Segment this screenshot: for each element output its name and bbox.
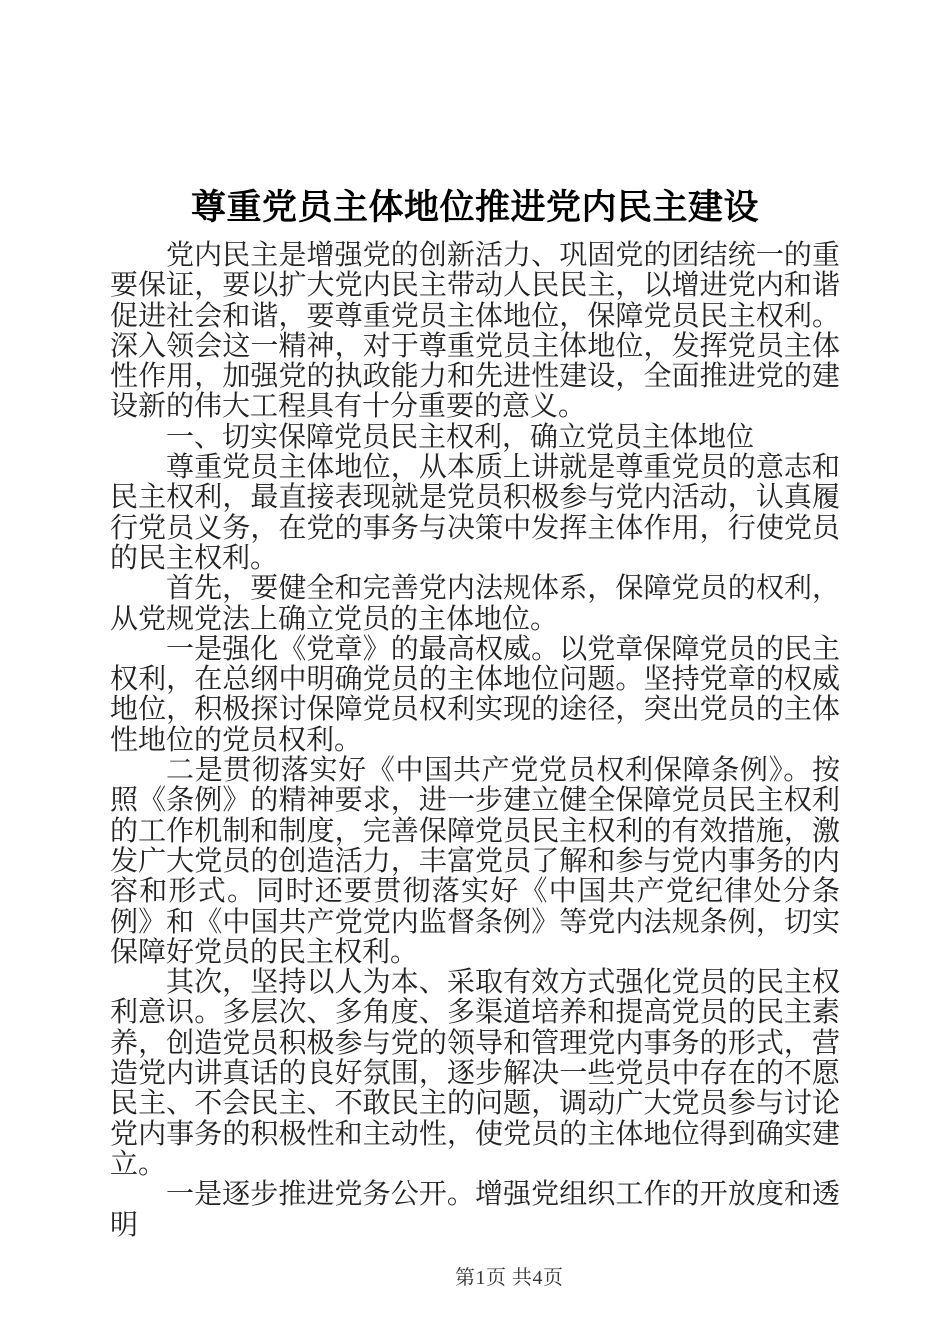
page-footer	[433, 1239, 564, 1317]
paragraph-party-affairs-open: 一是逐步推进党务公开。增强党组织工作的开放度和透明	[110, 1179, 840, 1241]
paragraph-member-status: 尊重党员主体地位，从本质上讲就是尊重党员的意志和民主权利，最直接表现就是党员积极参与党内活动，认真履行党员义务，在党的事务与决策中发挥主体作用，行使党员的民主权利。	[110, 452, 840, 574]
paragraph-party-charter: 一是强化《党章》的最高权威。以党章保障党员的民主权利，在总纲中明确党员的主体地位问题。坚持党章的权威地位，积极探讨保障党员权利实现的途径，突出党员的主体性地位的党员权利。	[110, 633, 840, 756]
page-number-label: 第1页 共4页	[455, 1267, 564, 1289]
paragraph-regulations: 二是贯彻落实好《中国共产党党员权利保障条例》。按照《条例》的精神要求，进一步建立健全保障党员民主权利的工作机制和制度，完善保障党员民主权利的有效措施，激发广大党员的创造活力，丰富党员了解和参与党内事务的内容和形式。同时还要贯彻落实好《中国共产党纪律处分条例》和《中国共产党党内监督条例》等党内法规条例，切实保障好党员的民主权利。	[110, 755, 840, 968]
paragraph-people-oriented: 其次，坚持以人为本、采取有效方式强化党员的民主权利意识。多层次、多角度、多渠道培养和提高党员的民主素养，创造党员积极参与党的领导和管理党内事务的形式，营造党内讲真话的良好氛围，逐步解决一些党员中存在的不愿民主、不会民主、不敢民主的问题，调动广大党员参与讨论党内事务的积极性和主动性，使党员的主体地位得到确实建立。	[110, 967, 840, 1180]
paragraph-first-point: 首先，要健全和完善党内法规体系，保障党员的权利，从党规党法上确立党员的主体地位。	[110, 573, 840, 635]
paragraph-intro: 党内民主是增强党的创新活力、巩固党的团结统一的重要保证，要以扩大党内民主带动人民民主，以增进党内和谐促进社会和谐，要尊重党员主体地位，保障党员民主权利。深入领会这一精神，对于尊重党员主体地位，发挥党员主体性作用，加强党的执政能力和先进性建设，全面推进党的建设新的伟大工程具有十分重要的意义。	[110, 240, 840, 423]
section-heading-1: 一、切实保障党员民主权利，确立党员主体地位	[166, 421, 755, 453]
document-title: 尊重党员主体地位推进党内民主建设	[190, 188, 759, 227]
document-body	[110, 241, 840, 1241]
